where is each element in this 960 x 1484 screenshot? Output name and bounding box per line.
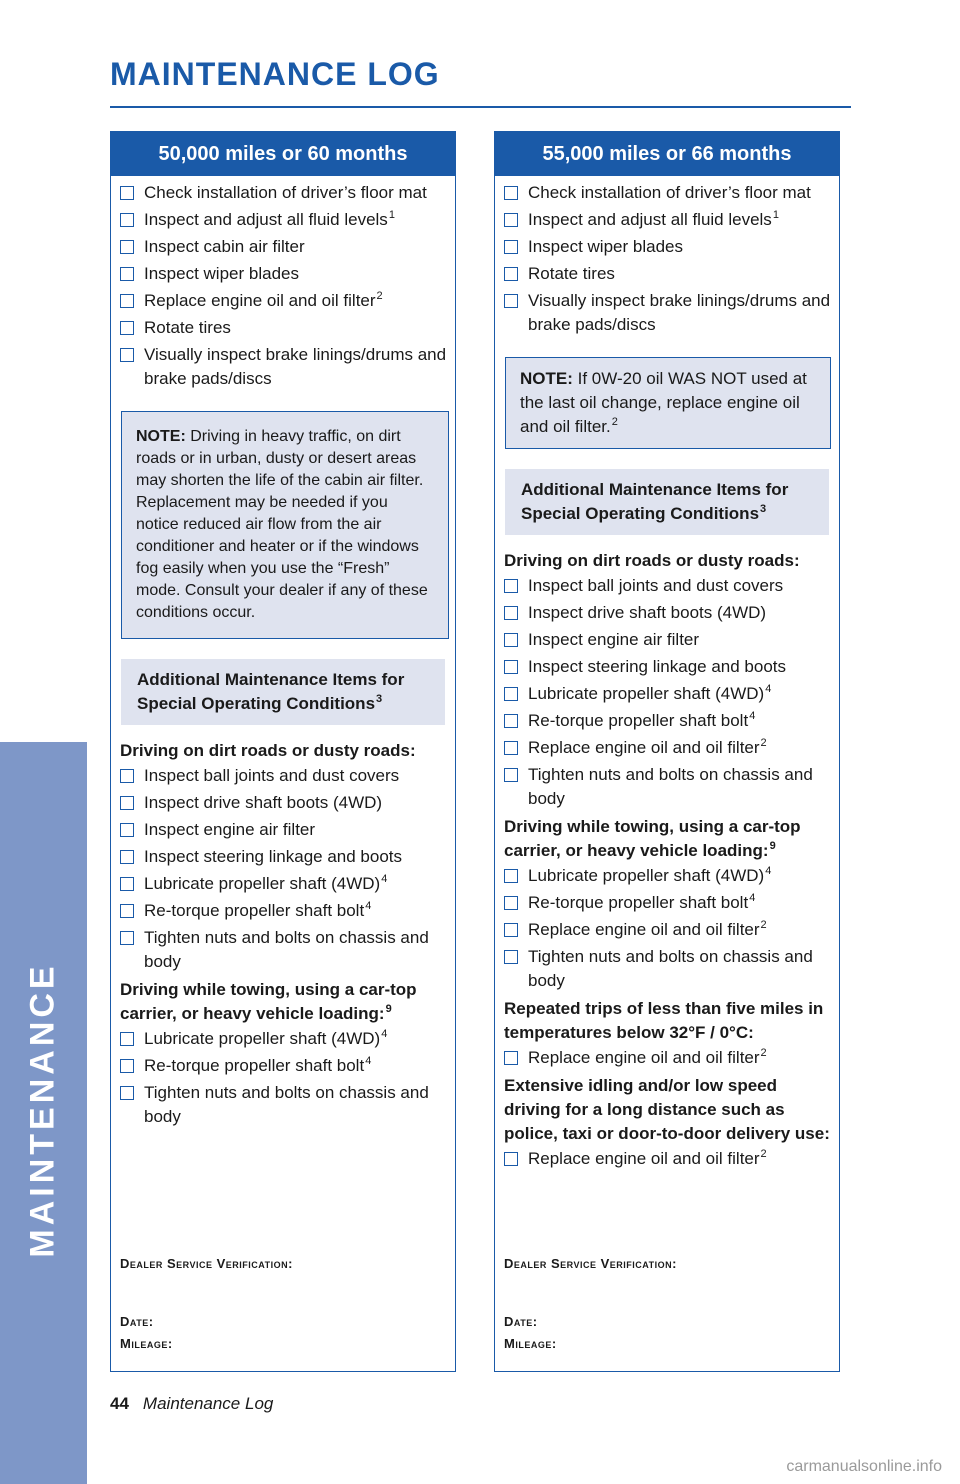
condition-group <box>495 1074 839 1171</box>
item-text: Lubricate propeller shaft (4WD) <box>528 866 765 885</box>
checkbox[interactable] <box>120 348 134 362</box>
footnote-ref: 9 <box>769 840 776 853</box>
footnote-ref: 4 <box>749 710 756 723</box>
checkbox[interactable] <box>504 923 518 937</box>
item-text: Rotate tires <box>528 264 615 283</box>
mileage-label: Mileage: <box>120 1336 173 1351</box>
checklist-item <box>111 289 455 313</box>
footnote-ref: 3 <box>376 693 383 706</box>
note-text: Driving in heavy traffic, on dirt roads or in urban, dusty or desert areas may shorten the life of the cabin air filter. Replacement may be needed if you notice reduced air flow from the air conditioner and heater or if the windows fog easily when you use the “Fresh” mode. Consult your dealer if any of these conditions occur. <box>136 428 428 621</box>
condition-title-text: Repeated trips of less than five miles in temperatures below 32°F / 0°C: <box>504 999 824 1042</box>
checkbox[interactable] <box>120 267 134 281</box>
condition-title-text: Extensive idling and/or low speed driving for a long distance such as police, taxi or door-to-door delivery use: <box>504 1076 830 1143</box>
checklist-item <box>495 262 839 286</box>
checklist-item <box>111 872 455 896</box>
interval-55000-column <box>494 131 840 1372</box>
checkbox[interactable] <box>120 186 134 200</box>
checkbox[interactable] <box>504 741 518 755</box>
checkbox[interactable] <box>120 769 134 783</box>
condition-title-text: Driving while towing, using a car-top carrier, or heavy vehicle loading: <box>120 980 417 1023</box>
dealer-verification-label: Dealer Service Verification: <box>120 1256 293 1271</box>
checklist-item <box>495 289 839 337</box>
checkbox[interactable] <box>504 213 518 227</box>
item-text: Inspect drive shaft boots (4WD) <box>528 603 767 622</box>
checkbox[interactable] <box>120 796 134 810</box>
checklist-item <box>111 899 455 923</box>
footnote-ref: 4 <box>749 892 756 905</box>
item-text: Inspect drive shaft boots (4WD) <box>144 793 383 812</box>
dealer-verification-label: Dealer Service Verification: <box>504 1256 677 1271</box>
condition-title <box>495 1074 839 1146</box>
footnote-ref: 2 <box>760 1148 767 1161</box>
footnote-ref: 1 <box>388 209 395 222</box>
special-conditions-title: Additional Maintenance Items for Special Operating Conditions <box>137 670 405 713</box>
checkbox[interactable] <box>504 714 518 728</box>
checkbox[interactable] <box>504 896 518 910</box>
condition-title <box>495 549 839 573</box>
checkbox[interactable] <box>504 1051 518 1065</box>
checkbox[interactable] <box>504 869 518 883</box>
checkbox[interactable] <box>120 850 134 864</box>
condition-group <box>111 739 455 974</box>
page-title: MAINTENANCE LOG <box>110 56 440 92</box>
footnote-ref: 4 <box>381 873 388 886</box>
condition-title <box>495 997 839 1045</box>
checklist-item <box>495 1046 839 1070</box>
item-text: Replace engine oil and oil filter <box>144 291 376 310</box>
note-box <box>121 411 449 639</box>
note-text: If 0W-20 oil WAS NOT used at the last oil change, replace engine oil and oil filter. <box>520 369 807 436</box>
item-text: Inspect engine air filter <box>144 820 316 839</box>
item-text: Lubricate propeller shaft (4WD) <box>528 684 765 703</box>
footnote-ref: 4 <box>765 865 772 878</box>
checklist-item <box>495 628 839 652</box>
item-text: Check installation of driver’s floor mat <box>144 183 427 202</box>
special-conditions-title: Additional Maintenance Items for Special Operating Conditions <box>521 480 789 523</box>
item-text: Re-torque propeller shaft bolt <box>144 1056 365 1075</box>
checklist <box>495 181 839 337</box>
condition-title <box>111 978 455 1026</box>
checklist-item <box>495 655 839 679</box>
checklist-item <box>111 235 455 259</box>
checkbox[interactable] <box>120 240 134 254</box>
checklist-item <box>111 764 455 788</box>
checklist-item <box>111 262 455 286</box>
item-text: Inspect steering linkage and boots <box>144 847 403 866</box>
note-label: NOTE: <box>520 369 573 388</box>
checklist-item <box>111 791 455 815</box>
interval-header: 50,000 miles or 60 months <box>111 132 455 176</box>
checklist-item <box>111 316 455 340</box>
checkbox[interactable] <box>120 1086 134 1100</box>
item-text: Replace engine oil and oil filter <box>528 1149 760 1168</box>
checklist-item <box>495 918 839 942</box>
item-text: Inspect wiper blades <box>528 237 683 256</box>
item-text: Inspect and adjust all fluid levels <box>144 210 388 229</box>
checklist-item <box>495 864 839 888</box>
page-number: 44 <box>110 1394 129 1413</box>
page-footer <box>110 1394 273 1414</box>
checkbox[interactable] <box>120 294 134 308</box>
checkbox[interactable] <box>504 660 518 674</box>
item-text: Replace engine oil and oil filter <box>528 738 760 757</box>
checkbox[interactable] <box>120 321 134 335</box>
checklist-item <box>111 1081 455 1129</box>
checklist <box>111 181 455 391</box>
note-label: NOTE: <box>136 428 186 445</box>
checklist-item <box>495 891 839 915</box>
checklist-item <box>111 343 455 391</box>
checklist-item <box>495 574 839 598</box>
checklist-item <box>495 682 839 706</box>
item-text: Tighten nuts and bolts on chassis and body <box>144 1083 429 1126</box>
checklist-item <box>495 763 839 811</box>
checklist-item <box>495 181 839 205</box>
item-text: Replace engine oil and oil filter <box>528 1048 760 1067</box>
checklist-item <box>495 736 839 760</box>
footnote-ref: 9 <box>385 1003 392 1016</box>
special-conditions-heading <box>505 469 829 535</box>
checkbox[interactable] <box>120 213 134 227</box>
item-text: Inspect wiper blades <box>144 264 299 283</box>
footnote-ref: 4 <box>765 683 772 696</box>
item-text: Visually inspect brake linings/drums and brake pads/discs <box>144 345 447 388</box>
interval-header: 55,000 miles or 66 months <box>495 132 839 176</box>
footnote-ref: 4 <box>381 1028 388 1041</box>
checklist-item <box>111 926 455 974</box>
footer-label: Maintenance Log <box>142 1394 274 1413</box>
item-text: Tighten nuts and bolts on chassis and body <box>144 928 429 971</box>
checkbox[interactable] <box>120 1059 134 1073</box>
item-text: Lubricate propeller shaft (4WD) <box>144 1029 381 1048</box>
footnote-ref: 2 <box>611 416 618 429</box>
condition-group <box>495 815 839 993</box>
checkbox[interactable] <box>504 186 518 200</box>
checklist-item <box>111 845 455 869</box>
checkbox[interactable] <box>504 633 518 647</box>
checkbox[interactable] <box>504 240 518 254</box>
special-conditions-heading <box>121 659 445 725</box>
footnote-ref: 2 <box>760 737 767 750</box>
item-text: Inspect ball joints and dust covers <box>144 766 400 785</box>
checkbox[interactable] <box>120 931 134 945</box>
condition-group <box>495 997 839 1070</box>
checklist-item <box>495 601 839 625</box>
checkbox[interactable] <box>504 687 518 701</box>
interval-50000-column <box>110 131 456 1372</box>
condition-group <box>495 549 839 811</box>
side-tab-label: MAINTENANCE <box>23 962 62 1258</box>
item-text: Re-torque propeller shaft bolt <box>528 893 749 912</box>
item-text: Visually inspect brake linings/drums and brake pads/discs <box>528 291 831 334</box>
checklist-item <box>111 208 455 232</box>
condition-title-text: Driving on dirt roads or dusty roads: <box>120 741 416 760</box>
item-text: Check installation of driver’s floor mat <box>528 183 811 202</box>
checklist-item <box>111 1027 455 1051</box>
footnote-ref: 4 <box>365 900 372 913</box>
title-rule <box>110 106 851 108</box>
item-text: Re-torque propeller shaft bolt <box>528 711 749 730</box>
mileage-label: Mileage: <box>504 1336 557 1351</box>
checklist-item <box>111 1054 455 1078</box>
checklist-item <box>495 1147 839 1171</box>
checklist-item <box>495 235 839 259</box>
checkbox[interactable] <box>504 267 518 281</box>
checklist-item <box>495 208 839 232</box>
checkbox[interactable] <box>120 1032 134 1046</box>
item-text: Lubricate propeller shaft (4WD) <box>144 874 381 893</box>
item-text: Inspect ball joints and dust covers <box>528 576 784 595</box>
checkbox[interactable] <box>504 294 518 308</box>
item-text: Re-torque propeller shaft bolt <box>144 901 365 920</box>
footnote-ref: 2 <box>376 290 383 303</box>
checkbox[interactable] <box>504 1152 518 1166</box>
checkbox[interactable] <box>504 768 518 782</box>
condition-groups <box>111 739 455 1129</box>
watermark: carmanualsonline.info <box>786 1458 942 1475</box>
footnote-ref: 1 <box>772 209 779 222</box>
footnote-ref: 3 <box>760 503 767 516</box>
checklist-item <box>111 181 455 205</box>
condition-group <box>111 978 455 1129</box>
item-text: Tighten nuts and bolts on chassis and body <box>528 765 813 808</box>
checklist-item <box>495 709 839 733</box>
checkbox[interactable] <box>120 877 134 891</box>
item-text: Inspect steering linkage and boots <box>528 657 787 676</box>
checkbox[interactable] <box>504 579 518 593</box>
condition-title <box>495 815 839 863</box>
checkbox[interactable] <box>120 823 134 837</box>
item-text: Rotate tires <box>144 318 231 337</box>
item-text: Inspect engine air filter <box>528 630 700 649</box>
footnote-ref: 4 <box>365 1055 372 1068</box>
condition-title <box>111 739 455 763</box>
condition-title-text: Driving on dirt roads or dusty roads: <box>504 551 800 570</box>
item-text: Inspect and adjust all fluid levels <box>528 210 772 229</box>
item-text: Replace engine oil and oil filter <box>528 920 760 939</box>
date-label: Date: <box>120 1314 154 1329</box>
condition-title-text: Driving while towing, using a car-top carrier, or heavy vehicle loading: <box>504 817 801 860</box>
checkbox[interactable] <box>504 950 518 964</box>
footnote-ref: 2 <box>760 1047 767 1060</box>
checklist-item <box>495 945 839 993</box>
checklist-item <box>111 818 455 842</box>
note-box <box>505 357 831 449</box>
checkbox[interactable] <box>504 606 518 620</box>
checkbox[interactable] <box>120 904 134 918</box>
footnote-ref: 2 <box>760 919 767 932</box>
item-text: Inspect cabin air filter <box>144 237 305 256</box>
condition-groups <box>495 549 839 1171</box>
item-text: Tighten nuts and bolts on chassis and body <box>528 947 813 990</box>
date-label: Date: <box>504 1314 538 1329</box>
